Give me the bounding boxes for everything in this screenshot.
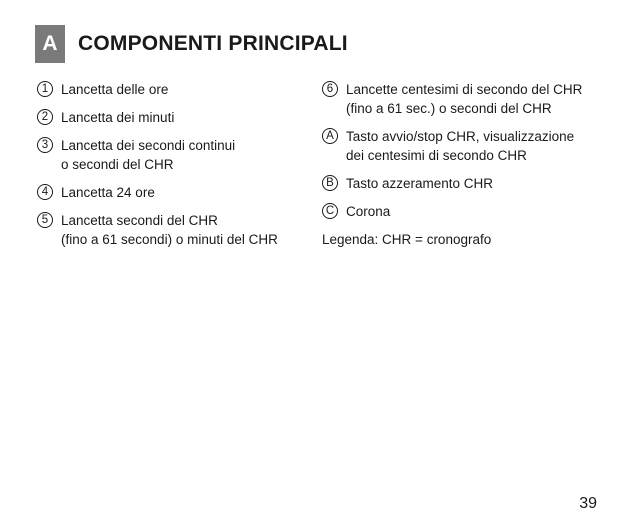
component-description-line: dei centesimi di secondo CHR (346, 148, 527, 163)
section-header (35, 25, 348, 63)
component-description-line: Lancetta secondi del CHR (61, 213, 218, 228)
component-description-4 (61, 183, 155, 202)
component-marker-5: 5 (37, 212, 53, 228)
section-title: COMPONENTI PRINCIPALI (78, 32, 348, 55)
components-list-left (37, 80, 307, 258)
component-description-line: Lancetta dei minuti (61, 110, 175, 125)
component-item-1 (37, 80, 307, 99)
component-item-5 (37, 211, 307, 249)
component-item-4 (37, 183, 307, 202)
components-list-right (322, 80, 612, 249)
component-description-line: o secondi del CHR (61, 157, 174, 172)
legend-text: Legenda: CHR = cronografo (322, 232, 492, 247)
component-description-line: Lancette centesimi di secondo del CHR (346, 82, 583, 97)
component-item-b (322, 174, 612, 193)
page-number: 39 (579, 495, 597, 512)
component-item-3 (37, 136, 307, 174)
component-marker-1: 1 (37, 81, 53, 97)
component-description-6 (346, 80, 582, 118)
component-item-a (322, 127, 612, 165)
component-description-2 (61, 108, 174, 127)
component-item-2 (37, 108, 307, 127)
component-marker-2: 2 (37, 109, 53, 125)
component-description-c (346, 202, 390, 221)
component-description-5 (61, 211, 278, 249)
component-description-line: (fino a 61 secondi) o minuti del CHR (61, 232, 278, 247)
component-marker-6: 6 (322, 81, 338, 97)
component-item-c (322, 202, 612, 221)
component-description-line: Lancetta delle ore (61, 82, 169, 97)
component-description-line: (fino a 61 sec.) o secondi del CHR (346, 101, 552, 116)
component-description-line: Corona (346, 204, 391, 219)
component-description-1 (61, 80, 168, 99)
component-description-line: Tasto avvio/stop CHR, visualizzazione (346, 129, 575, 144)
section-badge: A (35, 25, 65, 63)
component-description-a (346, 127, 574, 165)
component-item-6 (322, 80, 612, 118)
component-description-line: Lancetta 24 ore (61, 185, 155, 200)
component-description-b (346, 174, 493, 193)
component-marker-4: 4 (37, 184, 53, 200)
component-marker-3: 3 (37, 137, 53, 153)
component-description-line: Lancetta dei secondi continui (61, 138, 236, 153)
component-marker-b: B (322, 175, 338, 191)
component-marker-a: A (322, 128, 338, 144)
component-marker-c: C (322, 203, 338, 219)
component-description-line: Tasto azzeramento CHR (346, 176, 494, 191)
component-description-3 (61, 136, 235, 174)
